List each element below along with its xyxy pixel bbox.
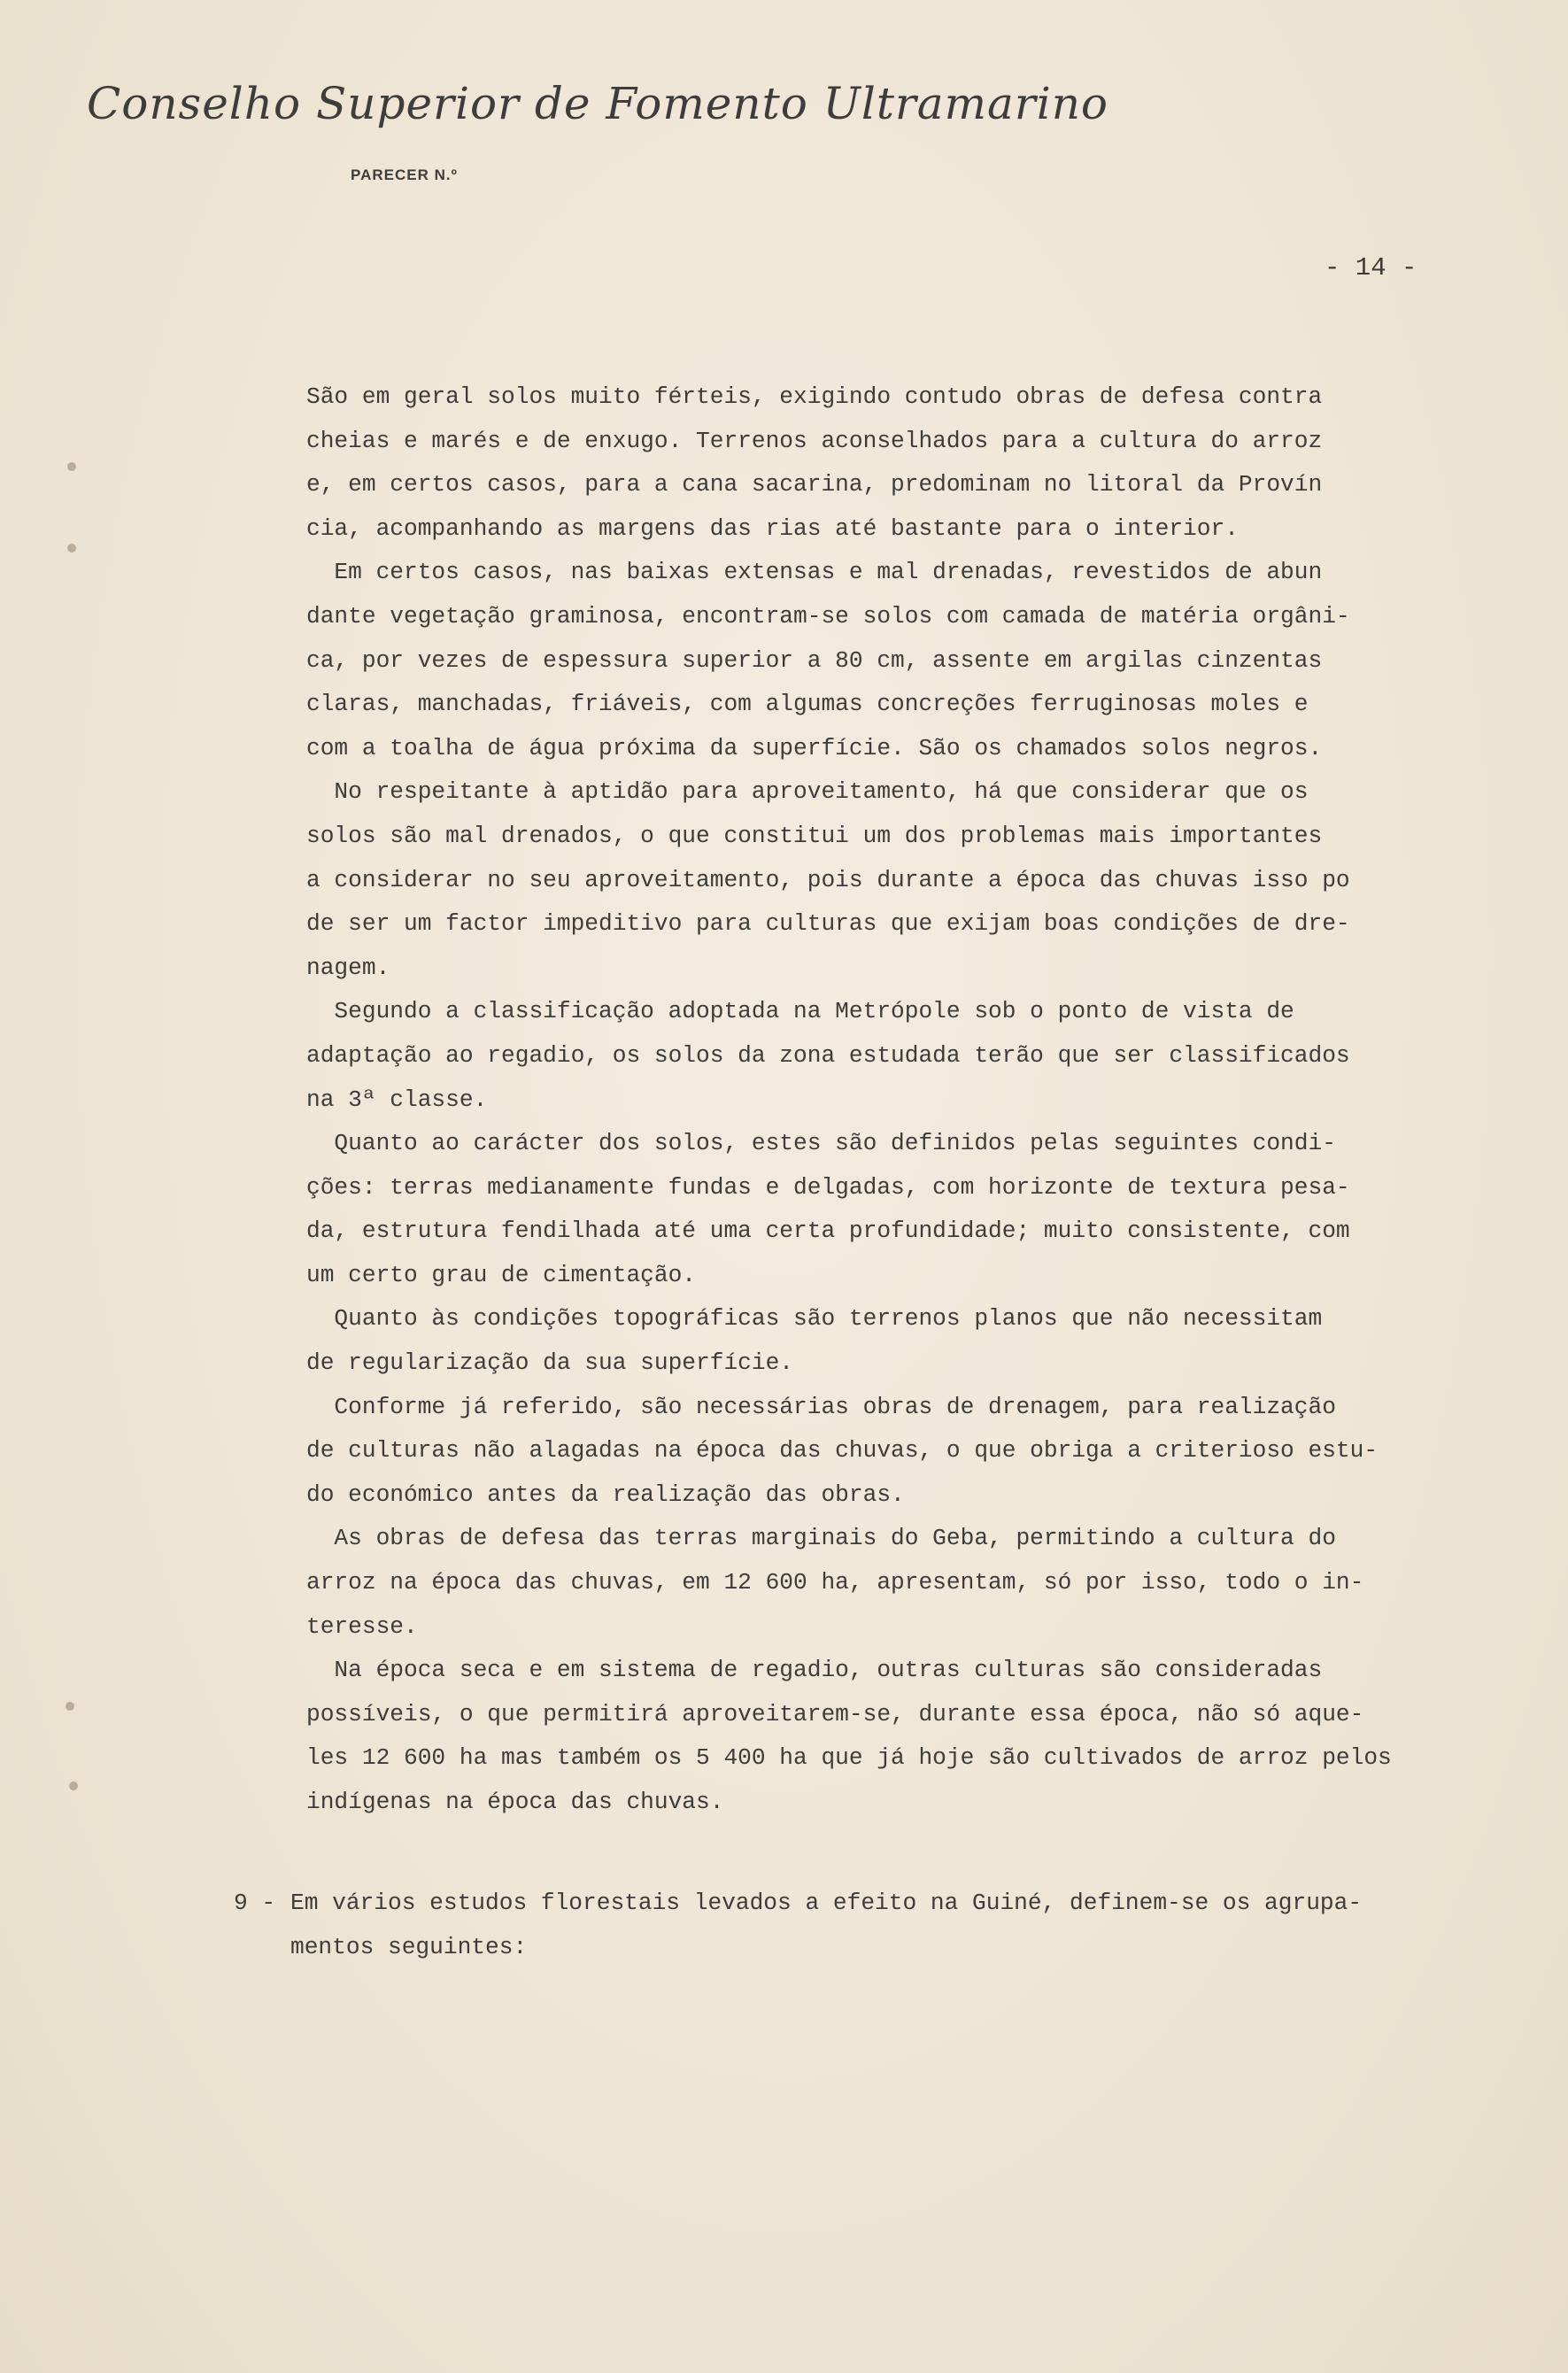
- text-line: cia, acompanhando as margens das rias até bastante para o interior.: [306, 514, 1239, 542]
- text-line: les 12 600 ha mas também os 5 400 ha que já hoje são cultivados de arroz pelos: [306, 1744, 1392, 1772]
- text-line: Segundo a classificação adoptada na Metrópole sob o ponto de vista de: [306, 998, 1294, 1025]
- text-line: dante vegetação graminosa, encontram-se solos com camada de matéria orgâni-: [306, 602, 1350, 630]
- text-line: teresse.: [306, 1612, 418, 1640]
- punch-hole: [69, 1782, 78, 1790]
- letterhead: Conselho Superior de Fomento Ultramarino: [87, 78, 1109, 129]
- paragraph: [306, 1122, 1457, 1297]
- section-9-continuation: mentos seguintes:: [290, 1933, 528, 1960]
- text-line: com a toalha de água próxima da superfície. São os chamados solos negros.: [306, 734, 1323, 761]
- paragraph: [306, 1386, 1457, 1518]
- text-line: ções: terras medianamente fundas e delgadas, com horizonte de textura pesa-: [306, 1173, 1350, 1201]
- punch-hole: [66, 1702, 74, 1711]
- text-line: ca, por vezes de espessura superior a 80 cm, assente em argilas cinzentas: [306, 646, 1323, 674]
- section-number: 9 -: [234, 1890, 276, 1916]
- text-line: As obras de defesa das terras marginais do Geba, permitindo a cultura do: [306, 1525, 1336, 1552]
- text-line: No respeitante à aptidão para aproveitamento, há que considerar que os: [306, 778, 1309, 806]
- text-line: solos são mal drenados, o que constitui um dos problemas mais importantes: [306, 822, 1323, 849]
- text-line: cheias e marés e de enxugo. Terrenos aconselhados para a cultura do arroz: [306, 427, 1323, 454]
- paragraph: [306, 1297, 1457, 1385]
- text-line: claras, manchadas, friáveis, com algumas concreções ferruginosas moles e: [306, 691, 1309, 718]
- section-9-text: Em vários estudos florestais levados a efeito na Guiné, definem-se os agrupa-: [290, 1890, 1363, 1916]
- text-line: Em certos casos, nas baixas extensas e mal drenadas, revestidos de abun: [306, 559, 1323, 586]
- text-line: de regularização da sua superfície.: [306, 1349, 794, 1377]
- section-9-line: [234, 1882, 1473, 1926]
- text-line: do económico antes da realização das obras.: [306, 1480, 905, 1508]
- text-line: Na época seca e em sistema de regadio, outras culturas são consideradas: [306, 1657, 1323, 1684]
- text-line: São em geral solos muito férteis, exigindo contudo obras de defesa contra: [306, 383, 1323, 410]
- body-text: [306, 375, 1457, 1825]
- text-line: possíveis, o que permitirá aproveitarem-se, durante essa época, não só aque-: [306, 1700, 1364, 1728]
- text-line: Quanto ao carácter dos solos, estes são definidos pelas seguintes condi-: [306, 1130, 1336, 1157]
- text-line: e, em certos casos, para a cana sacarina, predominam no litoral da Provín: [306, 471, 1323, 499]
- punch-hole: [67, 462, 76, 471]
- text-line: de culturas não alagadas na época das chuvas, o que obriga a criterioso estu-: [306, 1437, 1379, 1465]
- punch-hole: [67, 544, 76, 553]
- text-line: arroz na época das chuvas, em 12 600 ha, apresentam, só por isso, todo o in-: [306, 1569, 1364, 1596]
- page-number: - 14 -: [1325, 253, 1417, 282]
- section-9: [234, 1882, 1473, 1969]
- text-line: Conforme já referido, são necessárias obras de drenagem, para realização: [306, 1393, 1336, 1420]
- text-line: a considerar no seu aproveitamento, pois durante a época das chuvas isso po: [306, 866, 1350, 893]
- text-line: de ser um factor impeditivo para culturas que exijam boas condições de dre-: [306, 910, 1350, 938]
- text-line: Quanto às condições topográficas são terrenos planos que não necessitam: [306, 1305, 1323, 1333]
- paragraph: [306, 770, 1457, 990]
- paragraph: [306, 1649, 1457, 1824]
- text-line: da, estrutura fendilhada até uma certa profundidade; muito consistente, com: [306, 1217, 1350, 1245]
- parecer-label: PARECER N.º: [351, 166, 458, 183]
- text-line: indígenas na época das chuvas.: [306, 1789, 724, 1815]
- paragraph: [306, 990, 1457, 1122]
- paragraph: [306, 375, 1457, 551]
- text-line: adaptação ao regadio, os solos da zona estudada terão que ser classificados: [306, 1041, 1350, 1069]
- text-line: um certo grau de cimentação.: [306, 1261, 697, 1288]
- text-line: na 3ª classe.: [306, 1086, 488, 1113]
- text-line: nagem.: [306, 954, 390, 981]
- paragraph: [306, 551, 1457, 770]
- paragraph: [306, 1517, 1457, 1649]
